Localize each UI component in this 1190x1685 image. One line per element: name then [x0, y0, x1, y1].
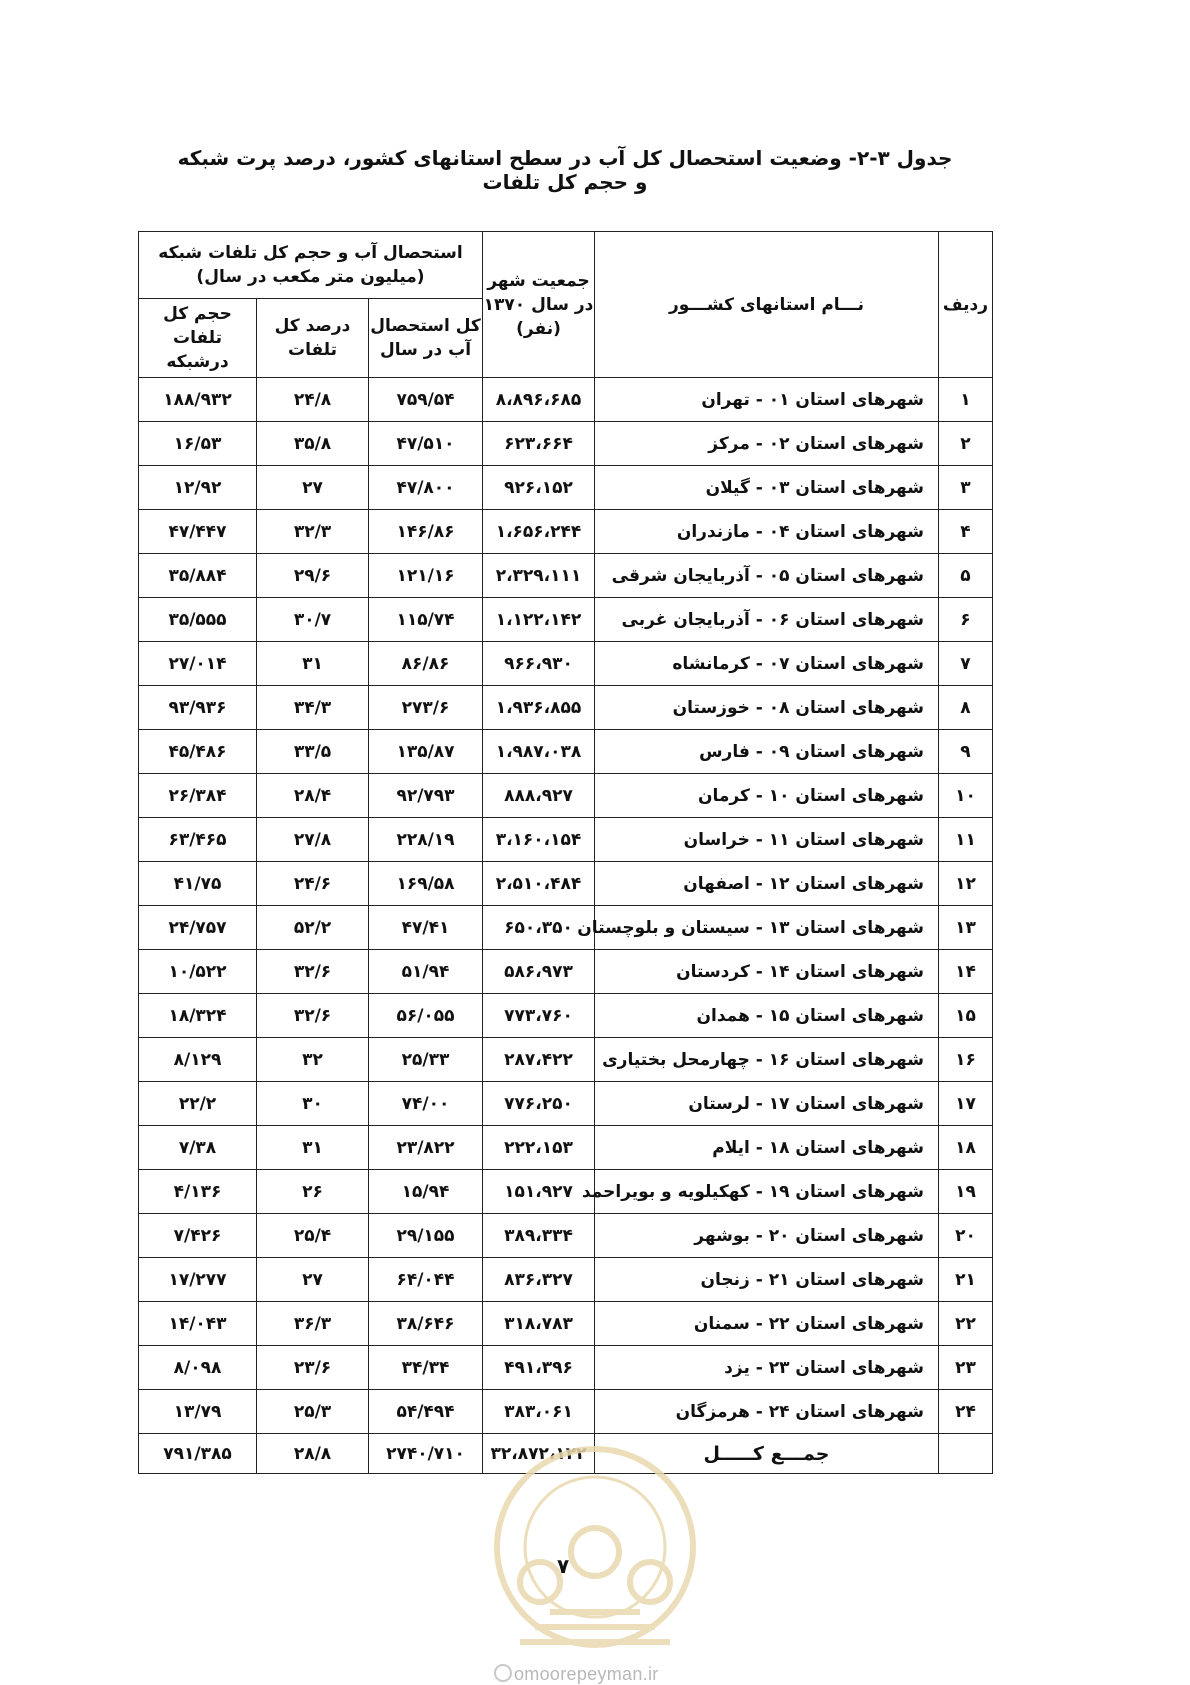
row-number: ۴ — [939, 510, 993, 554]
table-row — [139, 818, 993, 862]
extraction: ۷۵۹/۵۴ — [369, 378, 483, 422]
loss-percent: ۳۲/۶ — [257, 950, 369, 994]
loss-percent: ۳۳/۵ — [257, 730, 369, 774]
loss-percent: ۲۴/۶ — [257, 862, 369, 906]
province-name: شهرهای استان ۰۱ - تهران — [595, 378, 939, 422]
row-number: ۲۴ — [939, 1390, 993, 1434]
header-extraction: کل استحصال آب در سال — [369, 299, 483, 378]
province-name: شهرهای استان ۰۳ - گیلان — [595, 466, 939, 510]
total-population: ۳۲،۸۷۲،۱۲۲ — [483, 1434, 595, 1474]
population: ۲،۵۱۰،۴۸۴ — [483, 862, 595, 906]
loss-percent: ۳۴/۳ — [257, 686, 369, 730]
province-name: شهرهای استان ۰۹ - فارس — [595, 730, 939, 774]
row-number: ۱۰ — [939, 774, 993, 818]
extraction: ۱۲۱/۱۶ — [369, 554, 483, 598]
extraction: ۲۵/۳۳ — [369, 1038, 483, 1082]
table-row — [139, 906, 993, 950]
row-number: ۲۱ — [939, 1258, 993, 1302]
extraction: ۴۷/۴۱ — [369, 906, 483, 950]
population: ۴۹۱،۳۹۶ — [483, 1346, 595, 1390]
extraction: ۱۶۹/۵۸ — [369, 862, 483, 906]
loss-percent: ۲۴/۸ — [257, 378, 369, 422]
header-population: جمعیت شهر در سال ۱۳۷۰ (نفر) — [483, 232, 595, 378]
gear-scales-emblem-icon — [480, 1432, 710, 1662]
table-row — [139, 1258, 993, 1302]
row-number: ۲۰ — [939, 1214, 993, 1258]
population: ۹۶۶،۹۳۰ — [483, 642, 595, 686]
loss-percent: ۳۲ — [257, 1038, 369, 1082]
population: ۲۸۷،۴۲۲ — [483, 1038, 595, 1082]
table-row — [139, 950, 993, 994]
loss-percent: ۲۳/۶ — [257, 1346, 369, 1390]
province-name: شهرهای استان ۱۵ - همدان — [595, 994, 939, 1038]
row-number: ۲۳ — [939, 1346, 993, 1390]
total-loss-percent: ۲۸/۸ — [257, 1434, 369, 1474]
loss-percent: ۲۷ — [257, 1258, 369, 1302]
header-province: نـــام استانهای کشـــور — [595, 232, 939, 378]
population: ۷۷۳،۷۶۰ — [483, 994, 595, 1038]
extraction: ۲۲۸/۱۹ — [369, 818, 483, 862]
loss-volume: ۶۳/۴۶۵ — [139, 818, 257, 862]
total-loss-volume: ۷۹۱/۳۸۵ — [139, 1434, 257, 1474]
header-row-no: ردیف — [939, 232, 993, 378]
row-number: ۲۲ — [939, 1302, 993, 1346]
province-name: شهرهای استان ۱۱ - خراسان — [595, 818, 939, 862]
loss-percent: ۳۰/۷ — [257, 598, 369, 642]
population: ۱،۹۳۶،۸۵۵ — [483, 686, 595, 730]
province-name: شهرهای استان ۲۴ - هرمزگان — [595, 1390, 939, 1434]
website-text: omoorepeyman.ir — [514, 1664, 659, 1684]
table-row — [139, 422, 993, 466]
row-number: ۱۷ — [939, 1082, 993, 1126]
loss-volume: ۱۸/۳۲۴ — [139, 994, 257, 1038]
extraction: ۸۶/۸۶ — [369, 642, 483, 686]
table-row — [139, 510, 993, 554]
table-row — [139, 1170, 993, 1214]
province-name: شهرهای استان ۱۶ - چهارمحل بختیاری — [595, 1038, 939, 1082]
row-number: ۳ — [939, 466, 993, 510]
province-name: شهرهای استان ۱۳ - سیستان و بلوچستان — [595, 906, 939, 950]
row-number: ۱۶ — [939, 1038, 993, 1082]
province-name: شهرهای استان ۰۷ - کرمانشاه — [595, 642, 939, 686]
loss-percent: ۳۱ — [257, 642, 369, 686]
loss-volume: ۲۲/۲ — [139, 1082, 257, 1126]
table-row — [139, 994, 993, 1038]
table-title: جدول ۳-۲- وضعیت استحصال کل آب در سطح استانهای کشور، درصد پرت شبکه و حجم کل تلفات — [177, 146, 953, 194]
total-label: جمـــع کـــــل — [595, 1434, 939, 1474]
province-name: شهرهای استان ۲۰ - بوشهر — [595, 1214, 939, 1258]
loss-volume: ۴۵/۴۸۶ — [139, 730, 257, 774]
extraction: ۱۴۶/۸۶ — [369, 510, 483, 554]
province-name: شهرهای استان ۱۸ - ایلام — [595, 1126, 939, 1170]
loss-volume: ۱۸۸/۹۳۲ — [139, 378, 257, 422]
row-number: ۱ — [939, 378, 993, 422]
row-number: ۱۸ — [939, 1126, 993, 1170]
loss-percent: ۲۷ — [257, 466, 369, 510]
row-number: ۵ — [939, 554, 993, 598]
loss-percent: ۲۵/۳ — [257, 1390, 369, 1434]
population: ۸۸۸،۹۲۷ — [483, 774, 595, 818]
population: ۶۲۳،۶۶۴ — [483, 422, 595, 466]
loss-percent: ۲۵/۴ — [257, 1214, 369, 1258]
row-number: ۱۹ — [939, 1170, 993, 1214]
province-name: شهرهای استان ۰۴ - مازندران — [595, 510, 939, 554]
row-number: ۱۴ — [939, 950, 993, 994]
population: ۱،۹۸۷،۰۳۸ — [483, 730, 595, 774]
population: ۳۸۹،۳۳۴ — [483, 1214, 595, 1258]
loss-percent: ۲۹/۶ — [257, 554, 369, 598]
extraction: ۷۴/۰۰ — [369, 1082, 483, 1126]
row-number: ۲ — [939, 422, 993, 466]
table-row — [139, 378, 993, 422]
loss-percent: ۳۵/۸ — [257, 422, 369, 466]
total-extraction: ۲۷۴۰/۷۱۰ — [369, 1434, 483, 1474]
table-row — [139, 1302, 993, 1346]
row-number: ۱۳ — [939, 906, 993, 950]
population: ۳،۱۶۰،۱۵۴ — [483, 818, 595, 862]
extraction: ۲۷۳/۶ — [369, 686, 483, 730]
page-number: ۷ — [557, 1554, 570, 1578]
provinces-water-table — [138, 231, 993, 1474]
population: ۶۵۰،۳۵۰ — [483, 906, 595, 950]
population: ۲۲۲،۱۵۳ — [483, 1126, 595, 1170]
extraction: ۳۴/۳۴ — [369, 1346, 483, 1390]
instagram-icon — [494, 1664, 512, 1682]
table-row — [139, 1038, 993, 1082]
extraction: ۵۴/۴۹۴ — [369, 1390, 483, 1434]
loss-volume: ۱۳/۷۹ — [139, 1390, 257, 1434]
population: ۸،۸۹۶،۶۸۵ — [483, 378, 595, 422]
province-name: شهرهای استان ۰۶ - آذربایجان غربی — [595, 598, 939, 642]
province-name: شهرهای استان ۱۷ - لرستان — [595, 1082, 939, 1126]
row-number: ۸ — [939, 686, 993, 730]
loss-volume: ۴۷/۴۴۷ — [139, 510, 257, 554]
province-name: شهرهای استان ۱۴ - کردستان — [595, 950, 939, 994]
population: ۳۸۳،۰۶۱ — [483, 1390, 595, 1434]
header-loss-volume: حجم کل تلفات درشبکه — [139, 299, 257, 378]
header-group-extraction-loss: استحصال آب و حجم کل تلفات شبکه (میلیون متر مکعب در سال) — [139, 232, 483, 299]
extraction: ۱۱۵/۷۴ — [369, 598, 483, 642]
province-name: شهرهای استان ۲۳ - یزد — [595, 1346, 939, 1390]
extraction: ۴۷/۵۱۰ — [369, 422, 483, 466]
loss-volume: ۷/۳۸ — [139, 1126, 257, 1170]
loss-volume: ۹۳/۹۳۶ — [139, 686, 257, 730]
loss-volume: ۴/۱۳۶ — [139, 1170, 257, 1214]
population: ۱،۱۲۲،۱۴۲ — [483, 598, 595, 642]
loss-percent: ۵۲/۲ — [257, 906, 369, 950]
loss-volume: ۲۴/۷۵۷ — [139, 906, 257, 950]
extraction: ۱۵/۹۴ — [369, 1170, 483, 1214]
loss-percent: ۳۱ — [257, 1126, 369, 1170]
population: ۷۷۶،۲۵۰ — [483, 1082, 595, 1126]
loss-volume: ۲۷/۰۱۴ — [139, 642, 257, 686]
population: ۹۲۶،۱۵۲ — [483, 466, 595, 510]
extraction: ۱۳۵/۸۷ — [369, 730, 483, 774]
loss-volume: ۸/۰۹۸ — [139, 1346, 257, 1390]
row-number: ۱۵ — [939, 994, 993, 1038]
population: ۲،۳۲۹،۱۱۱ — [483, 554, 595, 598]
population: ۵۸۶،۹۷۳ — [483, 950, 595, 994]
loss-volume: ۴۱/۷۵ — [139, 862, 257, 906]
extraction: ۵۶/۰۵۵ — [369, 994, 483, 1038]
table-row — [139, 1390, 993, 1434]
extraction: ۲۹/۱۵۵ — [369, 1214, 483, 1258]
loss-percent: ۲۶ — [257, 1170, 369, 1214]
extraction: ۵۱/۹۴ — [369, 950, 483, 994]
population: ۸۳۶،۳۲۷ — [483, 1258, 595, 1302]
loss-percent: ۳۶/۳ — [257, 1302, 369, 1346]
province-name: شهرهای استان ۰۵ - آذربایجان شرقی — [595, 554, 939, 598]
loss-volume: ۱۴/۰۴۳ — [139, 1302, 257, 1346]
loss-percent: ۲۷/۸ — [257, 818, 369, 862]
loss-volume: ۲۶/۳۸۴ — [139, 774, 257, 818]
row-number: ۷ — [939, 642, 993, 686]
province-name: شهرهای استان ۱۰ - کرمان — [595, 774, 939, 818]
table-row — [139, 686, 993, 730]
extraction: ۶۴/۰۴۴ — [369, 1258, 483, 1302]
population: ۳۱۸،۷۸۳ — [483, 1302, 595, 1346]
row-number: ۹ — [939, 730, 993, 774]
extraction: ۲۳/۸۲۲ — [369, 1126, 483, 1170]
table-row — [139, 862, 993, 906]
loss-volume: ۸/۱۲۹ — [139, 1038, 257, 1082]
loss-percent: ۳۲/۶ — [257, 994, 369, 1038]
loss-volume: ۷/۴۲۶ — [139, 1214, 257, 1258]
table-row — [139, 1214, 993, 1258]
loss-volume: ۳۵/۸۸۴ — [139, 554, 257, 598]
province-name: شهرهای استان ۲۱ - زنجان — [595, 1258, 939, 1302]
province-name: شهرهای استان ۲۲ - سمنان — [595, 1302, 939, 1346]
total-row-no — [939, 1434, 993, 1474]
table-row — [139, 730, 993, 774]
table-row — [139, 774, 993, 818]
population: ۱،۶۵۶،۲۴۴ — [483, 510, 595, 554]
website-footer[interactable] — [494, 1664, 659, 1685]
table-row — [139, 1126, 993, 1170]
population: ۱۵۱،۹۲۷ — [483, 1170, 595, 1214]
loss-volume: ۱۶/۵۳ — [139, 422, 257, 466]
table-row — [139, 1082, 993, 1126]
province-name: شهرهای استان ۱۹ - کهکیلویه و بویراحمد — [595, 1170, 939, 1214]
loss-percent: ۳۲/۳ — [257, 510, 369, 554]
table-row — [139, 554, 993, 598]
loss-volume: ۱۲/۹۲ — [139, 466, 257, 510]
loss-percent: ۳۰ — [257, 1082, 369, 1126]
province-name: شهرهای استان ۱۲ - اصفهان — [595, 862, 939, 906]
loss-volume: ۳۵/۵۵۵ — [139, 598, 257, 642]
province-name: شهرهای استان ۰۲ - مرکز — [595, 422, 939, 466]
extraction: ۹۲/۷۹۳ — [369, 774, 483, 818]
province-name: شهرهای استان ۰۸ - خوزستان — [595, 686, 939, 730]
row-number: ۱۲ — [939, 862, 993, 906]
table-row — [139, 642, 993, 686]
table-row — [139, 466, 993, 510]
row-number: ۶ — [939, 598, 993, 642]
table-row — [139, 598, 993, 642]
extraction: ۳۸/۶۴۶ — [369, 1302, 483, 1346]
extraction: ۴۷/۸۰۰ — [369, 466, 483, 510]
loss-volume: ۱۷/۲۷۷ — [139, 1258, 257, 1302]
loss-volume: ۱۰/۵۲۲ — [139, 950, 257, 994]
row-number: ۱۱ — [939, 818, 993, 862]
table-row — [139, 1346, 993, 1390]
header-loss-percent: درصد کل تلفات — [257, 299, 369, 378]
loss-percent: ۲۸/۴ — [257, 774, 369, 818]
